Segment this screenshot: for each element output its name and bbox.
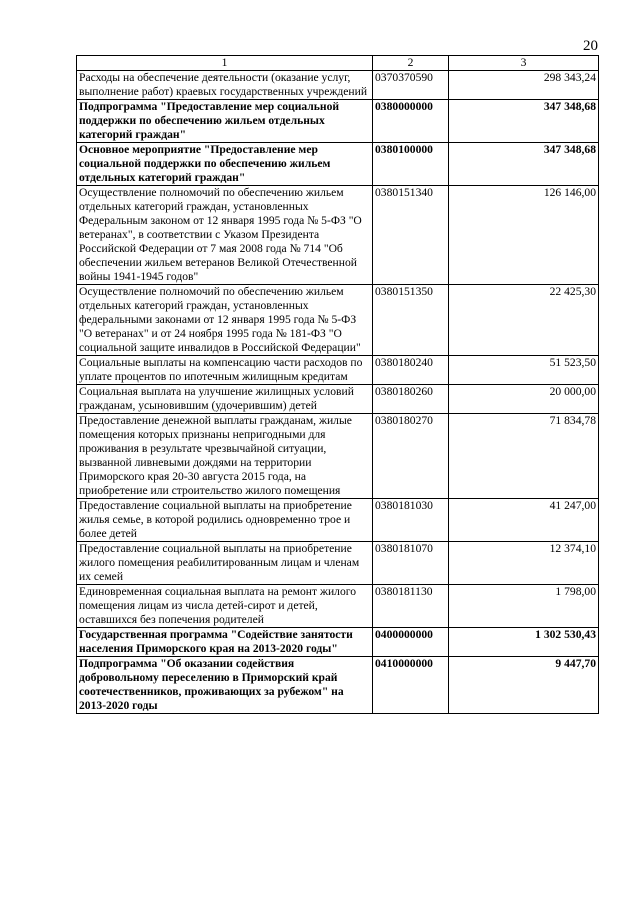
- row-name-cell: Социальные выплаты на компенсацию части расходов по уплате процентов по ипотечным жилищным кредитам: [77, 356, 373, 385]
- table-row: [77, 143, 599, 186]
- page-number: 20: [583, 38, 598, 54]
- row-amount-cell: 347 348,68: [449, 100, 599, 143]
- table-row: [77, 356, 599, 385]
- row-amount-cell: 20 000,00: [449, 385, 599, 414]
- row-name-cell: Основное мероприятие "Предоставление мер социальной поддержки по обеспечению жильем отдельных категорий граждан": [77, 143, 373, 186]
- row-name-cell: Предоставление денежной выплаты гражданам, жилые помещения которых признаны непригодными для проживания в результате чрезвычайной ситуации, вызванной ливневыми дождями на территории Приморского края 20-30 августа 2015 года, на приобретение или строительство жилого помещения: [77, 414, 373, 499]
- budget-table: [76, 55, 599, 714]
- row-amount-cell: 347 348,68: [449, 143, 599, 186]
- row-name-cell: Осуществление полномочий по обеспечению жильем отдельных категорий граждан, установленных федеральными законами от 12 января 1995 года № 5-ФЗ "О ветеранах" и от 24 ноября 1995 года № 181-ФЗ "О социальной защите инвалидов в Российской Федерации": [77, 285, 373, 356]
- table-row: [77, 71, 599, 100]
- row-amount-cell: 298 343,24: [449, 71, 599, 100]
- row-amount-cell: 71 834,78: [449, 414, 599, 499]
- table-row: [77, 285, 599, 356]
- table-row: [77, 385, 599, 414]
- row-code-cell: 0370370590: [373, 71, 449, 100]
- row-amount-cell: 1 798,00: [449, 585, 599, 628]
- table-row: [77, 628, 599, 657]
- row-code-cell: 0380181030: [373, 499, 449, 542]
- column-header-amount: 3: [449, 56, 599, 71]
- table-row: [77, 499, 599, 542]
- row-amount-cell: 1 302 530,43: [449, 628, 599, 657]
- row-amount-cell: 51 523,50: [449, 356, 599, 385]
- table-row: [77, 585, 599, 628]
- row-name-cell: Подпрограмма "Предоставление мер социальной поддержки по обеспечению жильем отдельных категорий граждан": [77, 100, 373, 143]
- row-code-cell: 0380151350: [373, 285, 449, 356]
- row-name-cell: Подпрограмма "Об оказании содействия добровольному переселению в Приморский край соотечественников, проживающих за рубежом" на 2013-2020 годы: [77, 657, 373, 714]
- row-code-cell: 0380100000: [373, 143, 449, 186]
- row-code-cell: 0380000000: [373, 100, 449, 143]
- row-name-cell: Осуществление полномочий по обеспечению жильем отдельных категорий граждан, установленных Федеральным законом от 12 января 1995 года № 5-ФЗ "О ветеранах", в соответствии с Указом Президента Российской Федерации от 7 мая 2008 года № 714 "Об обеспечении жильем ветеранов Великой Отечественной войны 1941-1945 годов": [77, 186, 373, 285]
- row-name-cell: Социальная выплата на улучшение жилищных условий гражданам, усыновившим (удочерившим) детей: [77, 385, 373, 414]
- table-row: [77, 542, 599, 585]
- row-name-cell: Предоставление социальной выплаты на приобретение жилого помещения реабилитированным лицам и членам их семей: [77, 542, 373, 585]
- table-header-row: [77, 56, 599, 71]
- row-code-cell: 0380181070: [373, 542, 449, 585]
- row-code-cell: 0380180240: [373, 356, 449, 385]
- row-code-cell: 0400000000: [373, 628, 449, 657]
- table-row: [77, 657, 599, 714]
- row-code-cell: 0380151340: [373, 186, 449, 285]
- table-row: [77, 100, 599, 143]
- row-amount-cell: 12 374,10: [449, 542, 599, 585]
- row-name-cell: Единовременная социальная выплата на ремонт жилого помещения лицам из числа детей-сирот и детей, оставшихся без попечения родителей: [77, 585, 373, 628]
- table-row: [77, 186, 599, 285]
- row-amount-cell: 9 447,70: [449, 657, 599, 714]
- row-amount-cell: 126 146,00: [449, 186, 599, 285]
- row-code-cell: 0380180270: [373, 414, 449, 499]
- row-code-cell: 0410000000: [373, 657, 449, 714]
- column-header-name: 1: [77, 56, 373, 71]
- row-name-cell: Предоставление социальной выплаты на приобретение жилья семье, в которой родились одновременно трое и более детей: [77, 499, 373, 542]
- column-header-code: 2: [373, 56, 449, 71]
- row-name-cell: Государственная программа "Содействие занятости населения Приморского края на 2013-2020 годы": [77, 628, 373, 657]
- row-name-cell: Расходы на обеспечение деятельности (оказание услуг, выполнение работ) краевых государственных учреждений: [77, 71, 373, 100]
- row-code-cell: 0380180260: [373, 385, 449, 414]
- row-amount-cell: 22 425,30: [449, 285, 599, 356]
- row-code-cell: 0380181130: [373, 585, 449, 628]
- table-row: [77, 414, 599, 499]
- row-amount-cell: 41 247,00: [449, 499, 599, 542]
